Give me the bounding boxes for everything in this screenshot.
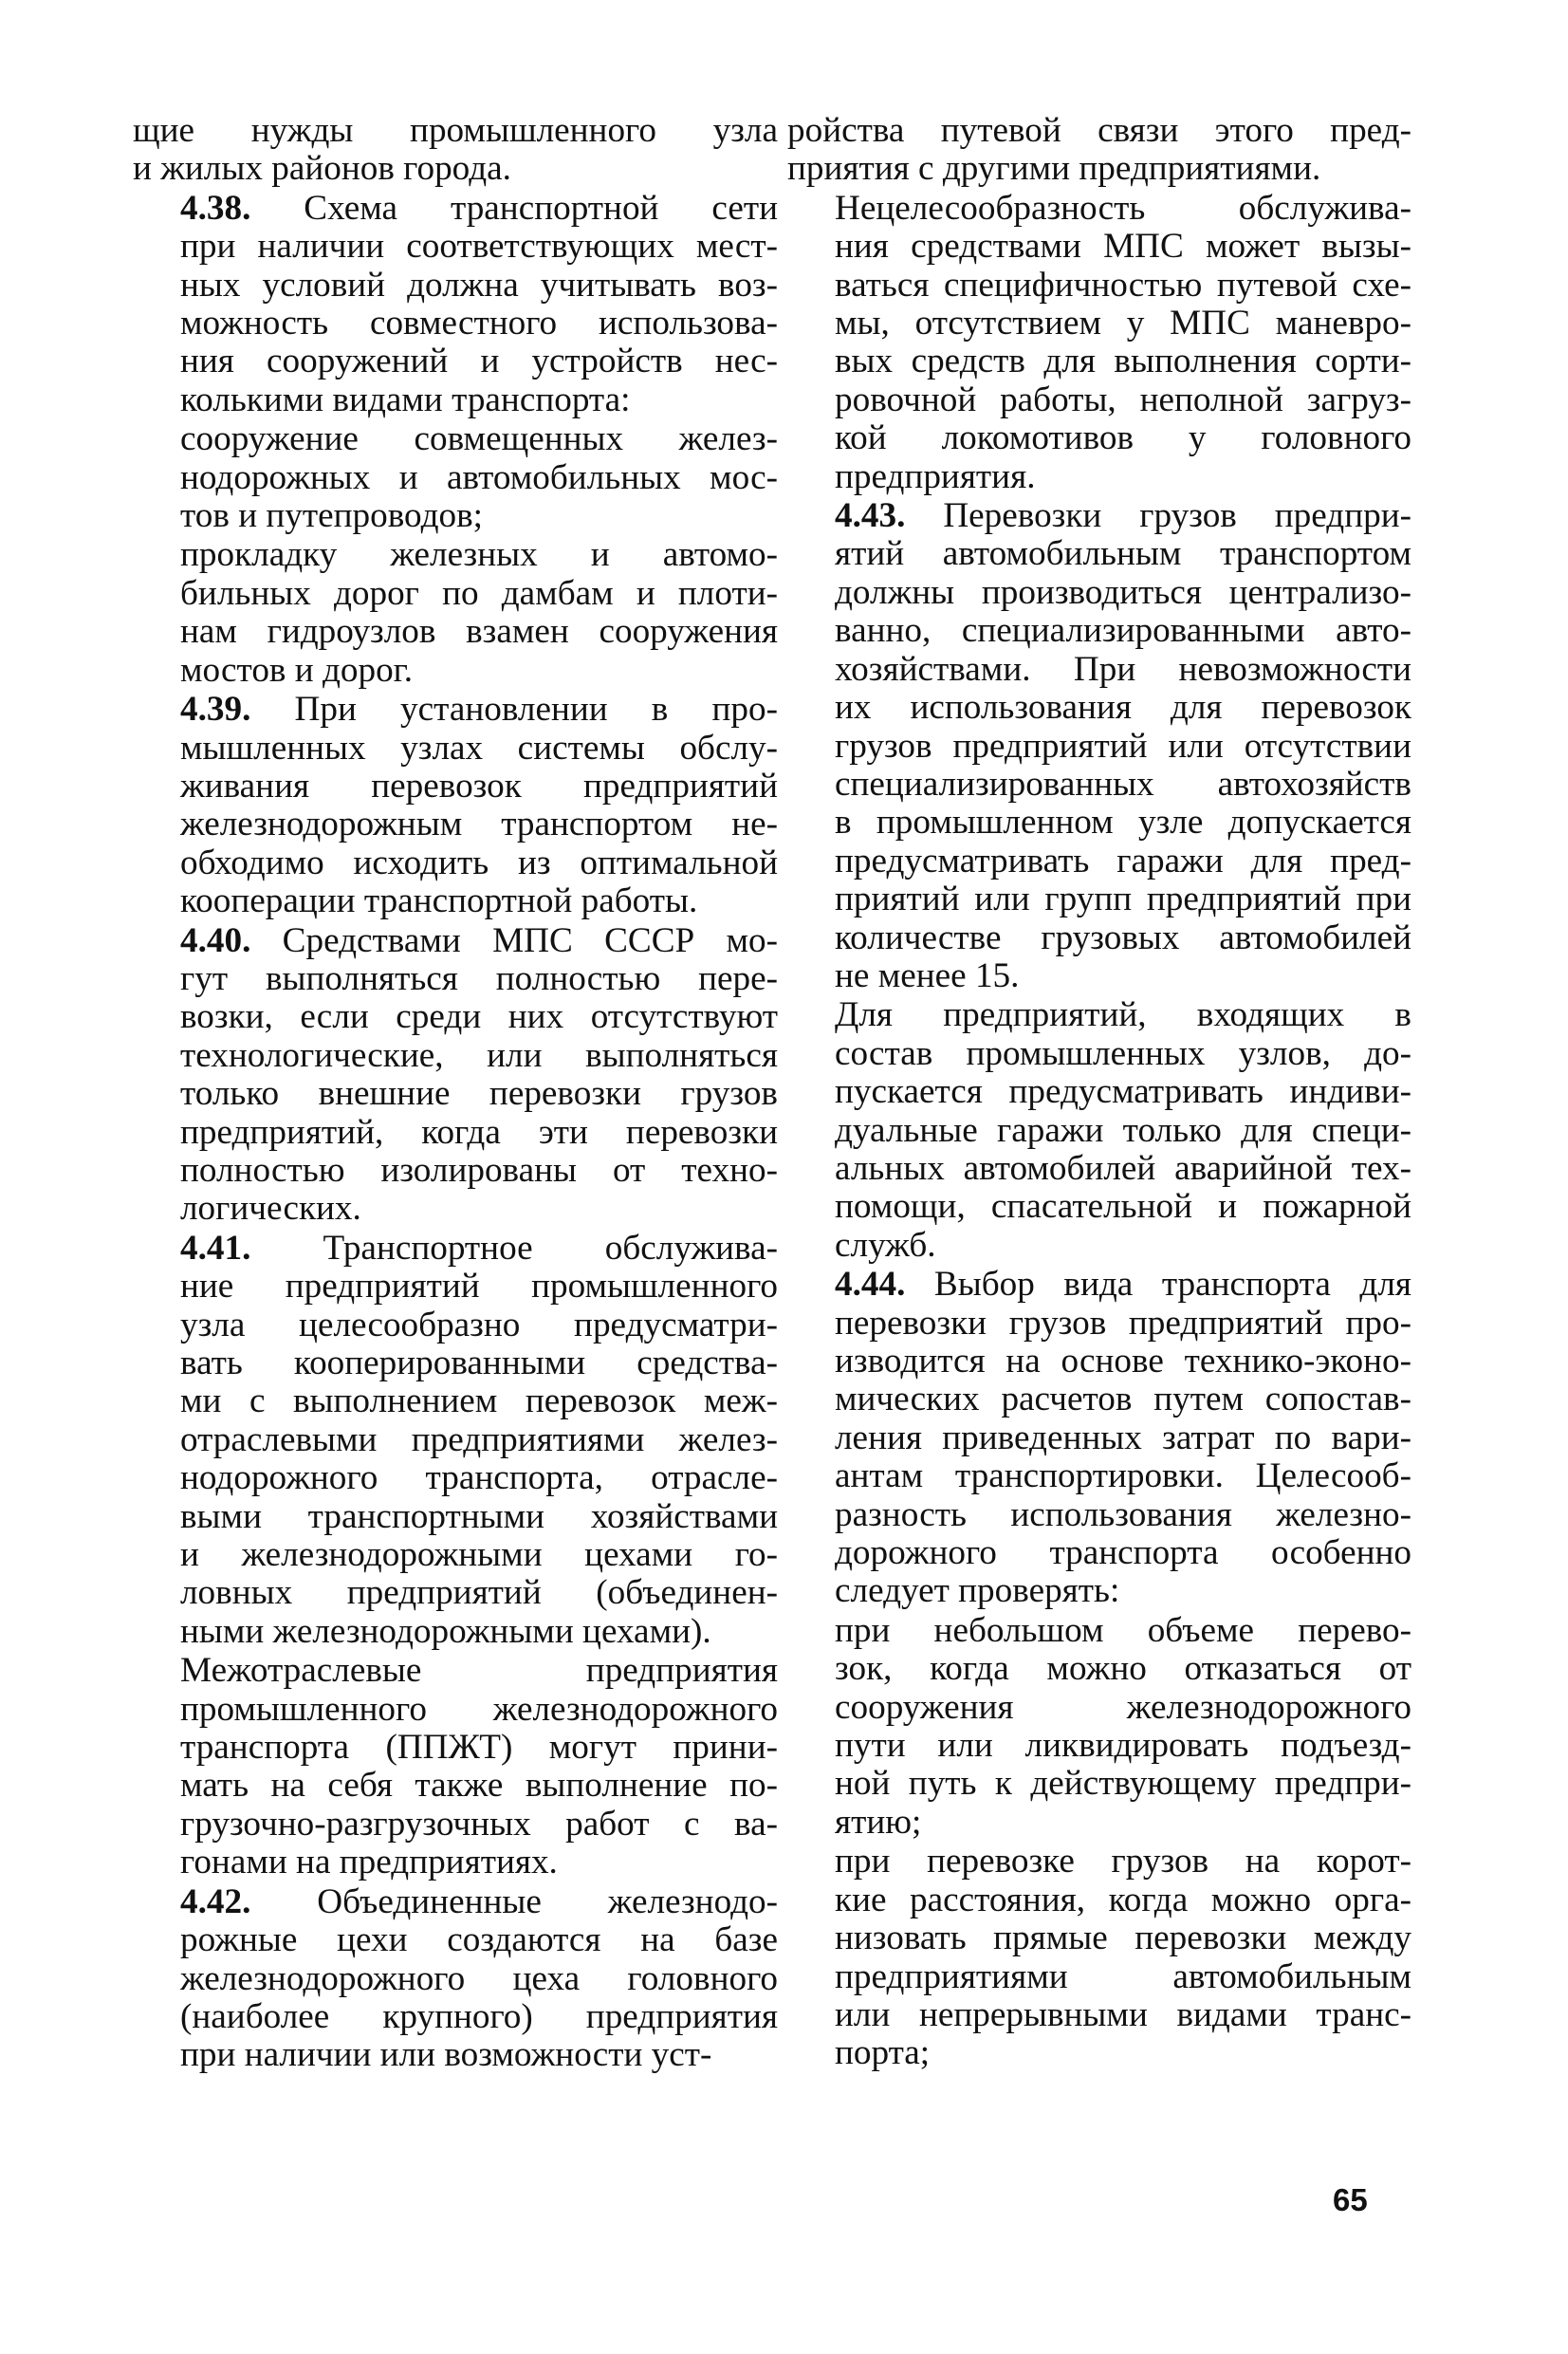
text-line <box>180 1382 778 1420</box>
line-text: количестве грузовых автомобилей <box>835 918 1411 957</box>
line-text: гут выполняться полностью пере- <box>180 958 778 998</box>
paragraph <box>133 536 778 690</box>
line-text: приятий или групп предприятий при <box>835 880 1411 919</box>
text-line <box>835 419 1411 457</box>
text-line <box>180 420 778 458</box>
text-line <box>180 613 778 651</box>
text-line <box>133 150 778 188</box>
text-line <box>180 998 778 1036</box>
paragraph <box>787 1266 1411 1611</box>
line-text: обходимо исходить из оптимальной <box>180 843 778 882</box>
line-text: помощи, спасательной и пожарной <box>835 1187 1411 1227</box>
text-line <box>180 1421 778 1459</box>
text-line <box>180 652 778 690</box>
text-line <box>180 1075 778 1113</box>
text-line <box>180 1960 778 1998</box>
line-text: или непрерывными видами транс- <box>835 1994 1411 2034</box>
line-text: предприятия. <box>835 456 1036 496</box>
paragraph <box>133 922 778 1229</box>
line-text: Для предприятий, входящих в <box>835 995 1411 1035</box>
text-line <box>180 1883 778 1921</box>
line-text: состав промышленных узлов, до- <box>835 1033 1411 1073</box>
paragraph <box>133 420 778 535</box>
line-text: При установлении в про- <box>250 690 778 730</box>
line-text: при наличии или возможности уст- <box>180 2035 712 2075</box>
line-text: Средствами МПС СССР мо- <box>250 920 778 960</box>
text-line <box>787 112 1411 150</box>
text-line <box>180 806 778 843</box>
text-line <box>835 228 1411 266</box>
line-text: ванно, специализированными авто- <box>835 611 1411 651</box>
line-text: ми с выполнением перевозок меж- <box>180 1381 778 1421</box>
line-text: предусматривать гаражи для пред- <box>835 841 1411 880</box>
line-text: низовать прямые перевозки между <box>835 1918 1411 1958</box>
line-text: нодорожного транспорта, отрасле- <box>180 1458 778 1498</box>
line-text: Выбор вида транспорта для <box>905 1265 1411 1305</box>
clause-number: 4.44. <box>835 1265 906 1305</box>
text-line <box>835 1150 1411 1188</box>
text-line <box>180 1844 778 1881</box>
line-text: логических. <box>180 1189 361 1229</box>
paragraph <box>133 112 778 189</box>
clause-number: 4.39. <box>180 690 251 730</box>
text-line <box>835 1381 1411 1418</box>
line-text: мы, отсутствием у МПС маневро- <box>835 304 1411 343</box>
text-line <box>835 1919 1411 1957</box>
text-line <box>835 190 1411 228</box>
paragraph <box>787 497 1411 995</box>
paragraph <box>133 1652 778 1881</box>
text-line <box>180 1767 778 1805</box>
text-line <box>835 381 1411 419</box>
line-text: следует проверять: <box>835 1571 1120 1611</box>
text-line <box>835 957 1411 995</box>
line-text: не менее 15. <box>835 955 1020 995</box>
paragraph <box>787 112 1411 189</box>
clause-number: 4.42. <box>180 1881 251 1921</box>
line-text: железнодорожного цеха головного <box>180 1958 778 1998</box>
text-line <box>835 1727 1411 1765</box>
line-text: должны производиться централизо- <box>835 572 1411 612</box>
line-text: Транспортное обслужива- <box>250 1228 778 1268</box>
line-text: нам гидроузлов взамен сооружения <box>180 612 778 652</box>
line-text: служб. <box>835 1225 936 1265</box>
line-text: только внешние перевозки грузов <box>180 1074 778 1114</box>
line-text: ловных предприятий (объединен- <box>180 1573 778 1613</box>
line-text: перевозки грузов предприятий про- <box>835 1303 1411 1343</box>
line-text: антам транспортировки. Целесооб- <box>835 1456 1411 1496</box>
line-text: ными железнодорожными цехами). <box>180 1611 711 1651</box>
text-line <box>180 267 778 305</box>
text-line <box>835 1572 1411 1610</box>
right-column <box>787 112 1411 2074</box>
line-text: транспорта (ППЖТ) могут прини- <box>180 1728 778 1768</box>
text-line <box>835 996 1411 1034</box>
line-text: зок, когда можно отказаться от <box>835 1649 1411 1689</box>
line-text: Объединенные железнодо- <box>250 1881 778 1921</box>
line-text: железнодорожным транспортом не- <box>180 805 778 844</box>
text-line <box>835 1457 1411 1495</box>
text-line <box>835 2034 1411 2072</box>
text-line <box>180 1613 778 1651</box>
text-line <box>180 1921 778 1959</box>
text-line <box>835 1689 1411 1727</box>
line-text: и железнодорожными цехами го- <box>180 1535 778 1575</box>
text-line <box>180 882 778 920</box>
line-text: гонами на предприятиях. <box>180 1843 558 1882</box>
text-line <box>835 843 1411 880</box>
line-text: Схема транспортной сети <box>250 188 778 228</box>
line-text: тов и путепроводов; <box>180 496 483 536</box>
line-text: ния сооружений и устройств нес- <box>180 342 778 381</box>
text-line <box>835 267 1411 305</box>
text-line <box>835 1765 1411 1803</box>
line-text: технологические, или выполняться <box>180 1035 778 1075</box>
line-text: можность совместного использова- <box>180 304 778 343</box>
text-line <box>835 612 1411 650</box>
line-text: кие расстояния, когда можно орга- <box>835 1880 1411 1919</box>
line-text: Межотраслевые предприятия <box>180 1651 778 1691</box>
text-line <box>835 689 1411 727</box>
text-line <box>835 1188 1411 1226</box>
text-line <box>180 459 778 497</box>
text-line <box>835 1650 1411 1688</box>
text-line <box>835 880 1411 918</box>
text-line <box>180 1691 778 1729</box>
line-text: и жилых районов города. <box>133 149 511 189</box>
line-text: живания перевозок предприятий <box>180 766 778 806</box>
line-text: ровочной работы, неполной загруз- <box>835 380 1411 419</box>
text-line <box>835 1804 1411 1842</box>
page-number: 65 <box>1333 2182 1368 2217</box>
text-line <box>180 922 778 960</box>
text-line <box>180 1998 778 2036</box>
text-line <box>835 574 1411 612</box>
line-text: хозяйствами. При невозможности <box>835 649 1411 689</box>
text-line <box>835 1534 1411 1572</box>
text-line <box>180 1574 778 1612</box>
clause-number: 4.40. <box>180 920 251 960</box>
line-text: дорожного транспорта особенно <box>835 1533 1411 1573</box>
text-line <box>835 919 1411 957</box>
line-text: ния средствами МПС может вызы- <box>835 227 1411 267</box>
line-text: возки, если среди них отсутствуют <box>180 997 778 1037</box>
clause-number: 4.38. <box>180 188 251 228</box>
line-text: пути или ликвидировать подъезд- <box>835 1726 1411 1766</box>
line-text: специализированных автохозяйств <box>835 764 1411 804</box>
line-text: (наиболее крупного) предприятия <box>180 1996 778 2036</box>
text-line <box>180 2036 778 2074</box>
text-line <box>180 536 778 574</box>
text-line <box>180 1307 778 1344</box>
line-text: грузов предприятий или отсутствии <box>835 726 1411 766</box>
text-line <box>835 1843 1411 1881</box>
text-line <box>835 343 1411 380</box>
text-line <box>180 305 778 343</box>
text-line <box>835 1881 1411 1919</box>
text-line <box>180 1268 778 1306</box>
line-text: отраслевыми предприятиями желез- <box>180 1419 778 1459</box>
line-text: нодорожных и автомобильных мос- <box>180 457 778 497</box>
line-text: при небольшом объеме перево- <box>835 1610 1411 1650</box>
text-line <box>835 535 1411 573</box>
line-text: альных автомобилей аварийной тех- <box>835 1148 1411 1188</box>
left-column <box>133 112 778 2076</box>
line-text: рожные цехи создаются на базе <box>180 1920 778 1960</box>
line-text: колькими видами транспорта: <box>180 380 631 419</box>
clause-number: 4.43. <box>835 496 906 536</box>
text-line <box>180 1190 778 1228</box>
line-text: вых средств для выполнения сорти- <box>835 342 1411 381</box>
text-line <box>835 766 1411 804</box>
text-line <box>835 1112 1411 1150</box>
paragraph <box>787 190 1411 496</box>
line-text: Нецелесообразность обслужива- <box>835 188 1411 228</box>
line-text: изводится на основе технико-эконо- <box>835 1342 1411 1381</box>
line-text: промышленного железнодорожного <box>180 1689 778 1729</box>
text-line <box>835 728 1411 766</box>
line-text: приятия с другими предприятиями. <box>787 149 1321 189</box>
text-line <box>835 1266 1411 1304</box>
paragraph <box>787 1843 1411 2072</box>
clause-number: 4.41. <box>180 1228 251 1268</box>
text-line <box>180 1729 778 1767</box>
text-line <box>835 1996 1411 2034</box>
text-line <box>180 381 778 419</box>
text-line <box>180 1230 778 1268</box>
line-text: ной путь к действующему предпри- <box>835 1764 1411 1804</box>
text-line <box>835 1227 1411 1265</box>
paragraph <box>787 1612 1411 1842</box>
text-line <box>835 1073 1411 1111</box>
text-line <box>180 190 778 228</box>
paragraph <box>133 190 778 419</box>
text-line <box>180 1152 778 1190</box>
text-line <box>835 1612 1411 1650</box>
text-line <box>835 1343 1411 1381</box>
line-text: разность использования железно- <box>835 1494 1411 1534</box>
line-text: предприятий, когда эти перевозки <box>180 1112 778 1152</box>
line-text: кой локомотивов у головного <box>835 418 1411 458</box>
paragraph <box>787 996 1411 1265</box>
text-line <box>180 1037 778 1075</box>
line-text: ройства путевой связи этого пред- <box>787 111 1411 150</box>
line-text: дуальные гаражи только для специ- <box>835 1110 1411 1150</box>
line-text: ваться специфичностью путевой схе- <box>835 265 1411 305</box>
line-text: мышленных узлах системы обслу- <box>180 728 778 768</box>
line-text: при перевозке грузов на корот- <box>835 1842 1411 1881</box>
text-line <box>835 1958 1411 1996</box>
line-text: вать кооперированными средства- <box>180 1344 778 1382</box>
line-text: Перевозки грузов предпри- <box>905 496 1411 536</box>
text-line <box>180 343 778 380</box>
line-text: мостов и дорог. <box>180 650 414 690</box>
text-line <box>835 1496 1411 1534</box>
line-text: выми транспортными хозяйствами <box>180 1496 778 1536</box>
text-line <box>180 1498 778 1536</box>
paragraph <box>133 1883 778 2075</box>
line-text: полностью изолированы от техно- <box>180 1150 778 1190</box>
text-line <box>835 1419 1411 1457</box>
line-text: ятий автомобильным транспортом <box>835 534 1411 574</box>
text-line <box>835 1305 1411 1343</box>
text-line <box>835 1035 1411 1073</box>
line-text: мать на себя также выполнение по- <box>180 1766 778 1806</box>
line-text: в промышленном узле допускается <box>835 803 1411 843</box>
text-line <box>180 691 778 729</box>
line-text: их использования для перевозок <box>835 688 1411 728</box>
text-line <box>180 768 778 806</box>
text-line <box>180 844 778 882</box>
line-text: прокладку железных и автомо- <box>180 535 778 575</box>
line-text: предприятиями автомобильным <box>835 1956 1411 1996</box>
line-text: кооперации транспортной работы. <box>180 881 698 921</box>
paragraph <box>133 691 778 920</box>
text-line <box>835 651 1411 689</box>
text-line <box>787 150 1411 188</box>
text-line <box>180 1536 778 1574</box>
line-text: грузочно-разгрузочных работ с ва- <box>180 1804 778 1844</box>
line-text: ления приведенных затрат по вари- <box>835 1418 1411 1457</box>
text-line <box>835 804 1411 842</box>
text-line <box>180 960 778 998</box>
line-text: ных условий должна учитывать воз- <box>180 265 778 305</box>
line-text: мических расчетов путем сопостав- <box>835 1380 1411 1419</box>
line-text: ние предприятий промышленного <box>180 1267 778 1307</box>
text-line <box>180 1652 778 1690</box>
line-text: узла целесообразно предусматри- <box>180 1305 778 1344</box>
text-line <box>180 1344 778 1382</box>
line-text: ятию; <box>835 1802 922 1842</box>
line-text: порта; <box>835 2033 931 2073</box>
line-text: при наличии соответствующих мест- <box>180 227 778 267</box>
text-line <box>835 458 1411 496</box>
line-text: пускается предусматривать индиви- <box>835 1072 1411 1112</box>
text-line <box>180 575 778 613</box>
text-line <box>180 1806 778 1844</box>
text-line <box>133 112 778 150</box>
line-text: сооружение совмещенных желез- <box>180 419 778 459</box>
text-line <box>180 730 778 768</box>
line-text: бильных дорог по дамбам и плоти- <box>180 573 778 613</box>
text-line <box>180 1114 778 1152</box>
text-line <box>180 497 778 535</box>
line-text: сооружения железнодорожного <box>835 1687 1411 1727</box>
text-line <box>180 1459 778 1497</box>
text-line <box>835 497 1411 535</box>
paragraph <box>133 1230 778 1651</box>
line-text: щие нужды промышленного узла <box>133 111 778 150</box>
text-line <box>835 305 1411 343</box>
text-line <box>180 228 778 266</box>
